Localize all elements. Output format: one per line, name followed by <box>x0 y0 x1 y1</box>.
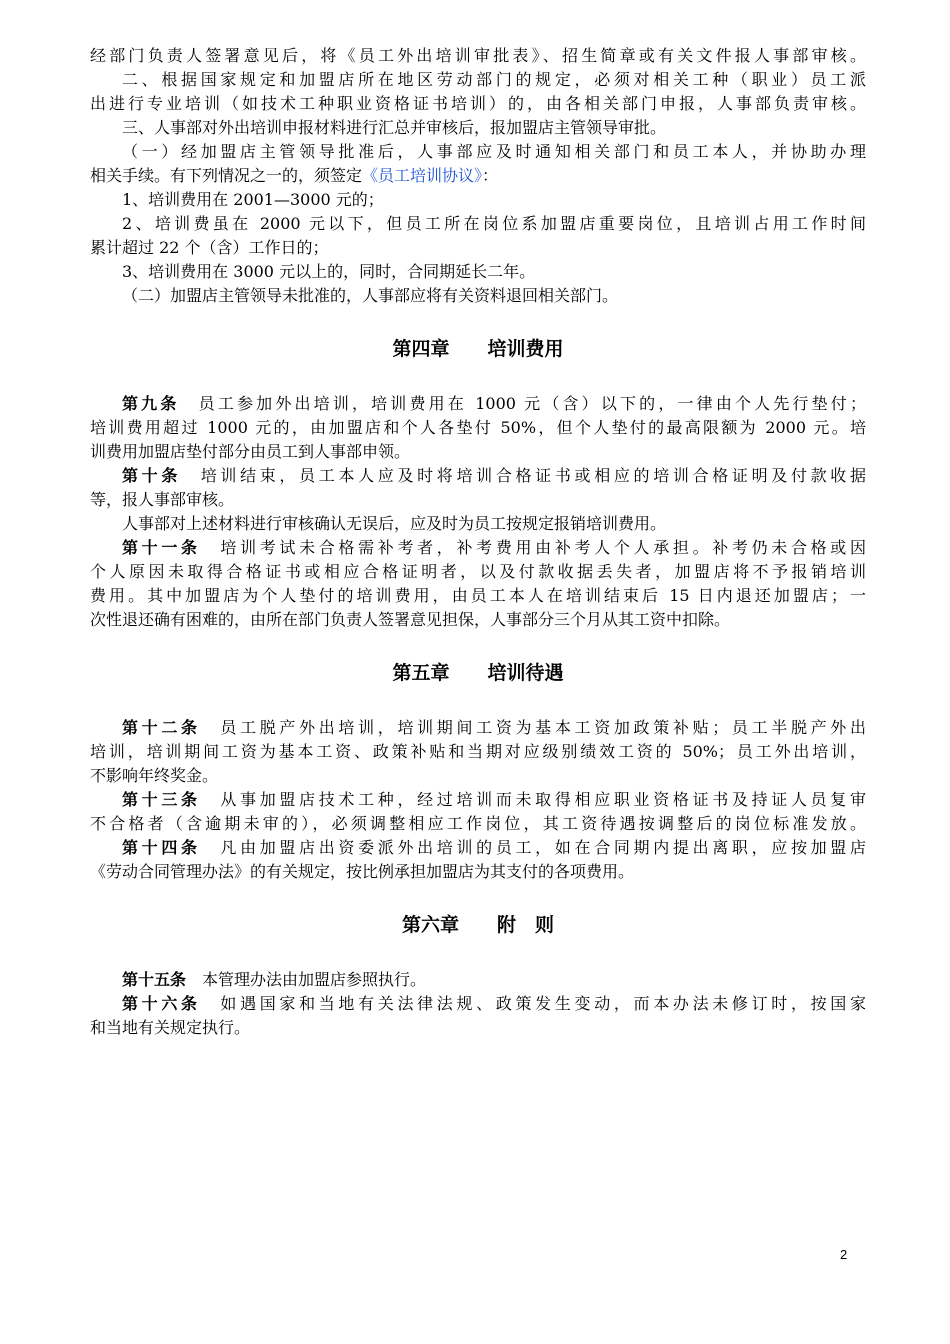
text-span: 相关手续。有下列情况之一的，须签定 <box>90 166 363 185</box>
text-line: 和当地有关规定执行。 <box>90 1018 251 1037</box>
training-agreement-link[interactable]: 《员工培训协议》 <box>362 166 483 185</box>
text-span: 员工参加外出培训，培训费用在 1000 元（含）以下的，一律由个人先行垫付； <box>198 394 866 413</box>
document-page <box>90 44 866 1040</box>
text-line: 不影响年终奖金。 <box>90 766 219 785</box>
text-span: 培训考试未合格需补考者，补考费用由补考人个人承担。补考仍未合格或因 <box>220 538 866 557</box>
text-line: 人事部对上述材料进行审核确认无误后，应及时为员工按规定报销培训费用。 <box>122 514 667 533</box>
chapter-five-body <box>90 716 866 884</box>
text-line <box>90 968 866 992</box>
text-line: 费用。其中加盟店为个人垫付的培训费用，由员工本人在培训结束后 15 日内退还加盟店；一 <box>90 586 866 605</box>
text-span: ： <box>482 166 499 185</box>
article-fourteen-label: 第十四条 <box>122 838 201 857</box>
text-line: 经部门负责人签署意见后，将《员工外出培训审批表》、招生简章或有关文件报人事部审核。 <box>90 46 866 65</box>
text-span: 从事加盟店技术工种，经过培训而未取得相应职业资格证书及持证人员复审 <box>220 790 866 809</box>
text-line: 累计超过 22 个（含）工作日的； <box>90 238 329 257</box>
text-line: 不合格者（含逾期未审的），必须调整相应工作岗位，其工资待遇按调整后的岗位标准发放。 <box>90 814 866 833</box>
text-span: 本管理办法由加盟店参照执行。 <box>202 970 427 989</box>
chapter-four-body <box>90 392 866 632</box>
intro-section <box>90 44 866 308</box>
text-line: 训费用加盟店垫付部分由员工到人事部申领。 <box>90 442 411 461</box>
text-span: 员工脱产外出培训，培训期间工资为基本工资加政策补贴；员工半脱产外出 <box>220 718 866 737</box>
text-line <box>90 392 866 416</box>
text-line: 次性退还确有困难的，由所在部门负责人签署意见担保，人事部分三个月从其工资中扣除。 <box>90 610 731 629</box>
text-line: 三、人事部对外出培训申报材料进行汇总并审核后，报加盟店主管领导审批。 <box>122 118 667 137</box>
text-span: 培训结束，员工本人应及时将培训合格证书或相应的培训合格证明及付款收据 <box>200 466 866 485</box>
text-line: 3、培训费用在 3000 元以上的，同时，合同期延长二年。 <box>122 262 536 281</box>
text-line: （一）经加盟店主管领导批准后，人事部应及时通知相关部门和员工本人，并协助办理 <box>122 142 866 161</box>
article-nine-label: 第九条 <box>122 394 180 413</box>
text-line: 个人原因未取得合格证书或相应合格证明者，以及付款收据丢失者，加盟店将不予报销培训 <box>90 562 866 581</box>
article-twelve-label: 第十二条 <box>122 718 201 737</box>
article-ten-label: 第十条 <box>122 466 182 485</box>
text-line <box>90 716 866 740</box>
text-line: 2、培训费虽在 2000 元以下，但员工所在岗位系加盟店重要岗位，且培训占用工作时间 <box>122 214 866 233</box>
article-fifteen-label: 第十五条 <box>122 970 187 989</box>
text-line <box>90 536 866 560</box>
chapter-six-heading: 第六章 附 则 <box>401 914 554 936</box>
text-line: 等，报人事部审核。 <box>90 490 235 509</box>
text-line: 培训，培训期间工资为基本工资、政策补贴和当期对应级别绩效工资的 50%；员工外出培训， <box>90 742 866 761</box>
text-line <box>90 836 866 860</box>
text-span: 如遇国家和当地有关法律法规、政策发生变动，而本办法未修订时，按国家 <box>220 994 866 1013</box>
chapter-six-body <box>90 968 866 1040</box>
text-line: 培训费用超过 1000 元的，由加盟店和个人各垫付 50%，但个人垫付的最高限额为 2000 元。培 <box>90 418 866 437</box>
chapter-five-heading: 第五章 培训待遇 <box>392 662 564 684</box>
chapter-four-heading: 第四章 培训费用 <box>392 338 564 360</box>
text-line <box>90 464 866 488</box>
article-thirteen-label: 第十三条 <box>122 790 201 809</box>
text-line: 《劳动合同管理办法》的有关规定，按比例承担加盟店为其支付的各项费用。 <box>90 862 635 881</box>
article-eleven-label: 第十一条 <box>122 538 201 557</box>
text-line: 出进行专业培训（如技术工种职业资格证书培训）的，由各相关部门申报，人事部负责审核。 <box>90 94 866 113</box>
text-line: 二、根据国家规定和加盟店所在地区劳动部门的规定，必须对相关工种（职业）员工派 <box>122 70 866 89</box>
text-line: 1、培训费用在 2001—3000 元的； <box>122 190 384 209</box>
text-line <box>90 992 866 1016</box>
page-number: 2 <box>840 1247 848 1262</box>
text-line: （二）加盟店主管领导未批准的，人事部应将有关资料退回相关部门。 <box>122 286 619 305</box>
article-sixteen-label: 第十六条 <box>122 994 201 1013</box>
text-line <box>90 788 866 812</box>
text-span: 凡由加盟店出资委派外出培训的员工，如在合同期内提出离职，应按加盟店 <box>220 838 866 857</box>
text-line <box>90 164 866 188</box>
